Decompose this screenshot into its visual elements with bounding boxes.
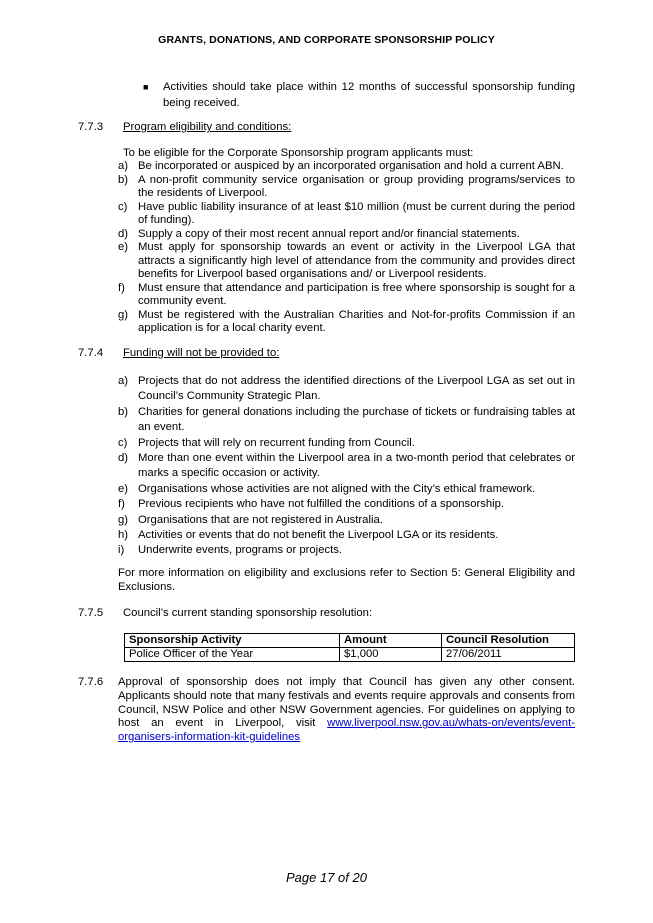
section-intro: To be eligible for the Corporate Sponsorship program applicants must: — [123, 147, 474, 159]
list-item-label: c) — [118, 200, 128, 213]
list-item-text: Activities or events that do not benefit the Liverpool LGA or its residents. — [138, 529, 499, 542]
list-item-label: i) — [118, 544, 125, 557]
bullet-text: Activities should take place within 12 months of successful sponsorship funding being received. — [163, 81, 575, 109]
table-cell: Police Officer of the Year — [125, 648, 340, 662]
list-item — [118, 201, 575, 228]
approval-paragraph — [118, 676, 575, 745]
list-item — [118, 241, 575, 282]
list-item-text: Projects that will rely on recurrent funding from Council. — [138, 436, 415, 449]
list-item — [118, 543, 575, 558]
list-item-label: d) — [118, 452, 129, 465]
list-item — [118, 436, 575, 451]
list-item-label: f) — [118, 498, 125, 511]
list-item-text: More than one event within the Liverpool area in a two-month period that celebrates or marks a specific occasion or activity. — [138, 452, 575, 480]
list-item — [118, 309, 575, 336]
page-header: GRANTS, DONATIONS, AND CORPORATE SPONSORSHIP POLICY — [158, 34, 495, 46]
list-item-label: b) — [118, 405, 129, 418]
section-number: 7.7.3 — [78, 121, 104, 133]
list-item — [118, 228, 575, 242]
table-header-row — [125, 634, 575, 648]
exclusions-list — [118, 374, 575, 559]
list-item-text: Be incorporated or auspiced by an incorporated organisation and hold a current ABN. — [138, 160, 564, 172]
list-item-label: e) — [118, 482, 129, 495]
list-item-label: b) — [118, 173, 129, 186]
list-item-text: Supply a copy of their most recent annual report and/or financial statements. — [138, 227, 520, 240]
table-row — [125, 648, 575, 662]
list-item-text: Organisations whose activities are not aligned with the City’s ethical framework. — [138, 482, 536, 495]
list-item-text: Have public liability insurance of at least $10 million (must be current during the period of funding). — [138, 200, 575, 226]
list-item-text: Organisations that are not registered in Australia. — [138, 513, 383, 526]
eligibility-note: For more information on eligibility and exclusions refer to Section 5: General Eligibility and Exclusions. — [118, 567, 575, 593]
page-number: Page 17 of 20 — [286, 870, 367, 885]
list-item-label: c) — [118, 436, 128, 449]
list-item — [118, 282, 575, 309]
list-item-label: e) — [118, 241, 129, 253]
list-item-text: Must ensure that attendance and participation is free where sponsorship is sought for a community event. — [138, 281, 575, 307]
list-item — [118, 174, 575, 201]
list-item-text: Previous recipients who have not fulfilled the conditions of a sponsorship. — [138, 498, 505, 511]
list-item — [118, 374, 575, 405]
section-title: Funding will not be provided to: — [123, 347, 280, 359]
section-number: 7.7.5 — [78, 607, 104, 619]
section-title: Program eligibility and conditions: — [123, 121, 292, 133]
list-item-text: Must apply for sponsorship towards an event or activity in the Liverpool LGA that attracts a significantly high level of attendance from the community and provides direct benefits for Liverpool based organisations and/ or Liverpool residents. — [138, 241, 575, 280]
list-item — [118, 482, 575, 497]
table-cell: 27/06/2011 — [442, 648, 575, 662]
list-item-label: d) — [118, 227, 129, 240]
guidelines-link[interactable]: www.liverpool.nsw.gov.au/whats-on/events/event-organisers-information-kit-guidelines — [118, 717, 575, 744]
table-header-cell: Council Resolution — [442, 634, 575, 648]
table-header-cell: Sponsorship Activity — [125, 634, 340, 648]
list-item — [118, 497, 575, 512]
list-item-text: Projects that do not address the identified directions of the Liverpool LGA as set out in Council’s Community Strategic Plan. — [138, 375, 575, 403]
list-item — [118, 513, 575, 528]
list-item-label: g) — [118, 308, 129, 321]
bullet-square-icon: ■ — [143, 82, 149, 92]
table-header-cell: Amount — [340, 634, 442, 648]
section-number: 7.7.4 — [78, 347, 104, 359]
list-item-label: a) — [118, 160, 129, 172]
list-item-label: a) — [118, 375, 129, 387]
list-item-label: g) — [118, 513, 129, 526]
table-cell: $1,000 — [340, 648, 442, 662]
sponsorship-table — [124, 633, 575, 662]
list-item — [118, 405, 575, 436]
bullet-item — [143, 80, 575, 111]
section-number: 7.7.6 — [78, 676, 104, 688]
list-item — [118, 451, 575, 482]
list-item-text: Underwrite events, programs or projects. — [138, 544, 343, 557]
list-item-label: h) — [118, 529, 129, 542]
approval-text: Approval of sponsorship does not imply that Council has given any other consent. Applicants should note that many festivals and events require approvals and consents from Council, NSW Police and other NSW Government agencies. For guidelines on applying to host an event in Liverpool, visit — [118, 676, 575, 730]
eligibility-list — [118, 160, 575, 336]
list-item-text: Charities for general donations including the purchase of tickets or fundraising tables at an event. — [138, 405, 575, 434]
list-item — [118, 160, 575, 174]
list-item-text: A non-profit community service organisation or group providing programs/services to the residents of Liverpool. — [138, 173, 575, 199]
section-title: Council’s current standing sponsorship resolution: — [123, 607, 373, 619]
list-item — [118, 528, 575, 543]
list-item-label: f) — [118, 281, 125, 294]
list-item-text: Must be registered with the Australian Charities and Not-for-profits Commission if an application is for a local charity event. — [138, 308, 575, 334]
